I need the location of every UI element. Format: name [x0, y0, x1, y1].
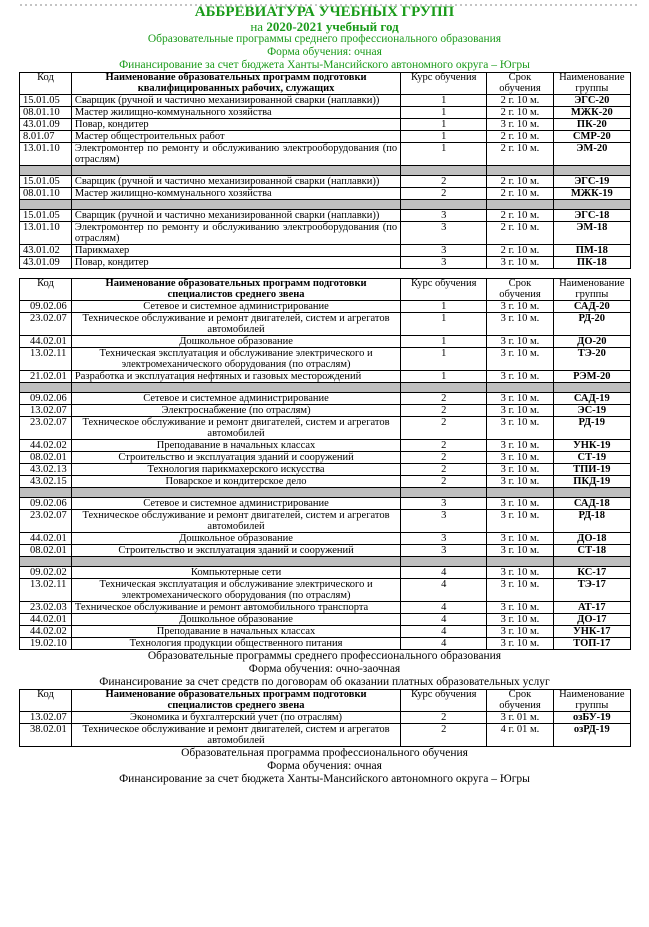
separator-cell	[71, 557, 400, 567]
table-row	[20, 417, 631, 440]
table-qualified-workers	[19, 72, 631, 269]
course-cell: 3	[401, 257, 487, 269]
program-type: Образовательные программы среднего профессионального образования	[147, 650, 502, 662]
separator-cell	[487, 557, 553, 567]
table-row	[20, 533, 631, 545]
table-row	[20, 131, 631, 143]
table-row	[20, 313, 631, 336]
group-name-cell: ЭГС-19	[553, 176, 630, 188]
program-name-cell: Сварщик (ручной и частично механизированной сварки (наплавки))	[71, 210, 400, 222]
table-row	[20, 188, 631, 200]
code-cell: 09.02.06	[20, 301, 72, 313]
code-cell: 19.02.10	[20, 638, 72, 650]
course-cell: 4	[401, 602, 487, 614]
separator-cell	[20, 557, 72, 567]
course-cell: 2	[401, 452, 487, 464]
group-name-cell: РД-20	[553, 313, 630, 336]
term-cell: 3 г. 10 м.	[487, 440, 553, 452]
table-row	[20, 567, 631, 579]
group-name-cell: ПК-18	[553, 257, 630, 269]
separator-cell	[487, 383, 553, 393]
code-cell: 08.02.01	[20, 452, 72, 464]
separator-row	[20, 488, 631, 498]
funding-source: Финансирование за счет бюджета Ханты-Мансийского автономного округа – Югры	[119, 59, 530, 71]
separator-cell	[71, 383, 400, 393]
group-name-cell: ЭС-19	[553, 405, 630, 417]
code-cell: 08.02.01	[20, 545, 72, 557]
course-cell: 4	[401, 579, 487, 602]
code-cell: 21.02.01	[20, 371, 72, 383]
table-row	[20, 210, 631, 222]
group-name-cell: МЖК-20	[553, 107, 630, 119]
program-name-cell: Мастер общестроительных работ	[71, 131, 400, 143]
program-name-cell: Техническая эксплуатация и обслуживание электрического и электромеханического оборудования (по отраслям)	[71, 348, 400, 371]
term-cell: 2 г. 10 м.	[487, 210, 553, 222]
course-cell: 4	[401, 626, 487, 638]
separator-row	[20, 383, 631, 393]
program-name-cell: Электромонтер по ремонту и обслуживанию электрооборудования (по отраслям)	[71, 222, 400, 245]
separator-cell	[401, 557, 487, 567]
term-cell: 3 г. 10 м.	[487, 602, 553, 614]
program-name-cell: Повар, кондитер	[71, 119, 400, 131]
header-course: Курс обучения	[401, 690, 487, 712]
course-cell: 1	[401, 371, 487, 383]
separator-cell	[553, 200, 630, 210]
group-name-cell: ДО-20	[553, 336, 630, 348]
group-name-cell: СТ-18	[553, 545, 630, 557]
course-cell: 2	[401, 417, 487, 440]
funding-source: Финансирование за счет бюджета Ханты-Мансийского автономного округа – Югры	[119, 773, 530, 785]
program-name-cell: Преподавание в начальных классах	[71, 440, 400, 452]
course-cell: 1	[401, 143, 487, 166]
code-cell: 8.01.07	[20, 131, 72, 143]
code-cell: 13.01.10	[20, 143, 72, 166]
group-name-cell: ПК-20	[553, 119, 630, 131]
table-row	[20, 301, 631, 313]
term-cell: 3 г. 10 м.	[487, 348, 553, 371]
table-row	[20, 602, 631, 614]
study-form: Форма обучения: очная	[267, 46, 382, 58]
term-cell: 3 г. 01 м.	[487, 712, 553, 724]
group-name-cell: РЭМ-20	[553, 371, 630, 383]
term-cell: 3 г. 10 м.	[487, 614, 553, 626]
program-type: Образовательные программы среднего профессионального образования	[147, 33, 502, 45]
code-cell: 09.02.06	[20, 393, 72, 405]
header-code: Код	[20, 73, 72, 95]
table-row	[20, 545, 631, 557]
program-name-cell: Строительство и эксплуатация зданий и сооружений	[71, 452, 400, 464]
code-cell: 13.02.11	[20, 348, 72, 371]
table-row	[20, 498, 631, 510]
group-name-cell: ТЭ-17	[553, 579, 630, 602]
table-row	[20, 464, 631, 476]
code-cell: 09.02.06	[20, 498, 72, 510]
header-term: Срок обучения	[487, 690, 553, 712]
study-form: Форма обучения: очно-заочная	[248, 663, 401, 675]
separator-cell	[553, 383, 630, 393]
course-cell: 3	[401, 510, 487, 533]
group-name-cell: ЭМ-20	[553, 143, 630, 166]
table-header-row	[20, 690, 631, 712]
course-cell: 4	[401, 638, 487, 650]
group-name-cell: ТОП-17	[553, 638, 630, 650]
program-name-cell: Повар, кондитер	[71, 257, 400, 269]
header-code: Код	[20, 279, 72, 301]
group-name-cell: ПКД-19	[553, 476, 630, 488]
table-row	[20, 579, 631, 602]
course-cell: 2	[401, 476, 487, 488]
header-term: Срок обучения	[487, 279, 553, 301]
program-name-cell: Поварское и кондитерское дело	[71, 476, 400, 488]
term-cell: 3 г. 10 м.	[487, 336, 553, 348]
table-row	[20, 712, 631, 724]
code-cell: 43.02.13	[20, 464, 72, 476]
separator-cell	[553, 166, 630, 176]
separator-cell	[487, 488, 553, 498]
course-cell: 3	[401, 545, 487, 557]
course-cell: 4	[401, 567, 487, 579]
term-cell: 3 г. 10 м.	[487, 567, 553, 579]
code-cell: 15.01.05	[20, 176, 72, 188]
separator-cell	[553, 557, 630, 567]
code-cell: 23.02.07	[20, 510, 72, 533]
table-row	[20, 348, 631, 371]
separator-cell	[20, 383, 72, 393]
separator-cell	[20, 488, 72, 498]
program-type: Образовательная программа профессионального обучения	[181, 747, 468, 759]
term-cell: 3 г. 10 м.	[487, 626, 553, 638]
separator-cell	[487, 166, 553, 176]
spacer	[0, 269, 649, 278]
table-row	[20, 222, 631, 245]
code-cell: 23.02.07	[20, 313, 72, 336]
course-cell: 1	[401, 336, 487, 348]
course-cell: 4	[401, 614, 487, 626]
table-row	[20, 440, 631, 452]
code-cell: 44.02.02	[20, 626, 72, 638]
term-cell: 3 г. 10 м.	[487, 257, 553, 269]
separator-cell	[71, 200, 400, 210]
group-name-cell: ЭГС-20	[553, 95, 630, 107]
program-name-cell: Сетевое и системное администрирование	[71, 498, 400, 510]
program-name-cell: Строительство и эксплуатация зданий и сооружений	[71, 545, 400, 557]
separator-cell	[401, 166, 487, 176]
program-name-cell: Сетевое и системное администрирование	[71, 301, 400, 313]
program-name-cell: Дошкольное образование	[71, 336, 400, 348]
program-name-cell: Техническое обслуживание и ремонт двигателей, систем и агрегатов автомобилей	[71, 510, 400, 533]
code-cell: 08.01.10	[20, 188, 72, 200]
code-cell: 09.02.02	[20, 567, 72, 579]
document-header	[0, 4, 649, 72]
table-row	[20, 95, 631, 107]
academic-year: на 2020-2021 учебный год	[250, 19, 399, 34]
table-body	[20, 712, 631, 747]
term-cell: 3 г. 10 м.	[487, 452, 553, 464]
group-name-cell: КС-17	[553, 567, 630, 579]
header-name: Наименование образовательных программ подготовки квалифицированных рабочих, служащих	[71, 73, 400, 95]
group-name-cell: ПМ-18	[553, 245, 630, 257]
term-cell: 3 г. 10 м.	[487, 545, 553, 557]
course-cell: 2	[401, 176, 487, 188]
program-name-cell: Техническое обслуживание и ремонт двигателей, систем и агрегатов автомобилей	[71, 417, 400, 440]
table-mid-level-specialists	[19, 278, 631, 650]
code-cell: 13.02.07	[20, 712, 72, 724]
course-cell: 2	[401, 464, 487, 476]
code-cell: 44.02.01	[20, 336, 72, 348]
separator-cell	[487, 200, 553, 210]
table-row	[20, 452, 631, 464]
program-name-cell: Разработка и эксплуатация нефтяных и газовых месторождений	[71, 371, 400, 383]
program-name-cell: Технология парикмахерского искусства	[71, 464, 400, 476]
table-row	[20, 245, 631, 257]
term-cell: 2 г. 10 м.	[487, 107, 553, 119]
course-cell: 1	[401, 313, 487, 336]
group-name-cell: САД-18	[553, 498, 630, 510]
document-title: АББРЕВИАТУРА УЧЕБНЫХ ГРУПП	[194, 4, 455, 20]
group-name-cell: ТЭ-20	[553, 348, 630, 371]
term-cell: 3 г. 10 м.	[487, 498, 553, 510]
course-cell: 1	[401, 131, 487, 143]
term-cell: 3 г. 10 м.	[487, 405, 553, 417]
term-cell: 3 г. 10 м.	[487, 393, 553, 405]
program-name-cell: Мастер жилищно-коммунального хозяйства	[71, 107, 400, 119]
term-cell: 3 г. 10 м.	[487, 119, 553, 131]
code-cell: 43.02.15	[20, 476, 72, 488]
separator-cell	[20, 200, 72, 210]
code-cell: 38.02.01	[20, 724, 72, 747]
course-cell: 3	[401, 533, 487, 545]
header-code: Код	[20, 690, 72, 712]
program-name-cell: Парикмахер	[71, 245, 400, 257]
header-course: Курс обучения	[401, 73, 487, 95]
term-cell: 3 г. 10 м.	[487, 476, 553, 488]
table-body	[20, 95, 631, 269]
separator-cell	[401, 200, 487, 210]
program-name-cell: Компьютерные сети	[71, 567, 400, 579]
course-cell: 2	[401, 393, 487, 405]
code-cell: 43.01.09	[20, 119, 72, 131]
group-name-cell: ДО-18	[553, 533, 630, 545]
program-name-cell: Техническое обслуживание и ремонт автомобильного транспорта	[71, 602, 400, 614]
course-cell: 2	[401, 712, 487, 724]
separator-cell	[553, 488, 630, 498]
term-cell: 3 г. 10 м.	[487, 510, 553, 533]
program-name-cell: Техническое обслуживание и ремонт двигателей, систем и агрегатов автомобилей	[71, 724, 400, 747]
table-row	[20, 626, 631, 638]
header-group: Наименование группы	[553, 690, 630, 712]
group-name-cell: МЖК-19	[553, 188, 630, 200]
group-name-cell: УНК-17	[553, 626, 630, 638]
program-name-cell: Преподавание в начальных классах	[71, 626, 400, 638]
group-name-cell: РД-19	[553, 417, 630, 440]
section-vocational	[0, 747, 649, 786]
group-name-cell: озРД-19	[553, 724, 630, 747]
separator-row	[20, 200, 631, 210]
table-row	[20, 371, 631, 383]
program-name-cell: Электромонтер по ремонту и обслуживанию электрооборудования (по отраслям)	[71, 143, 400, 166]
table-header-row	[20, 73, 631, 95]
code-cell: 44.02.02	[20, 440, 72, 452]
course-cell: 1	[401, 107, 487, 119]
course-cell: 2	[401, 440, 487, 452]
group-name-cell: СМР-20	[553, 131, 630, 143]
code-cell: 44.02.01	[20, 533, 72, 545]
group-name-cell: РД-18	[553, 510, 630, 533]
course-cell: 2	[401, 724, 487, 747]
course-cell: 2	[401, 405, 487, 417]
course-cell: 1	[401, 95, 487, 107]
table-body	[20, 301, 631, 650]
term-cell: 2 г. 10 м.	[487, 222, 553, 245]
table-row	[20, 476, 631, 488]
section-part-time	[0, 650, 649, 689]
group-name-cell: САД-19	[553, 393, 630, 405]
program-name-cell: Дошкольное образование	[71, 533, 400, 545]
course-cell: 1	[401, 119, 487, 131]
table-row	[20, 638, 631, 650]
term-cell: 3 г. 10 м.	[487, 638, 553, 650]
group-name-cell: АТ-17	[553, 602, 630, 614]
header-group: Наименование группы	[553, 73, 630, 95]
course-cell: 1	[401, 301, 487, 313]
term-cell: 3 г. 10 м.	[487, 371, 553, 383]
table-header-row	[20, 279, 631, 301]
table-row	[20, 405, 631, 417]
study-form: Форма обучения: очная	[267, 760, 382, 772]
term-cell: 3 г. 10 м.	[487, 301, 553, 313]
header-course: Курс обучения	[401, 279, 487, 301]
group-name-cell: УНК-19	[553, 440, 630, 452]
code-cell: 13.02.11	[20, 579, 72, 602]
code-cell: 15.01.05	[20, 95, 72, 107]
term-cell: 3 г. 10 м.	[487, 313, 553, 336]
code-cell: 23.02.07	[20, 417, 72, 440]
group-name-cell: САД-20	[553, 301, 630, 313]
funding-source: Финансирование за счет средств по договорам об оказании платных образовательных услуг	[99, 676, 550, 688]
group-name-cell: ДО-17	[553, 614, 630, 626]
program-name-cell: Дошкольное образование	[71, 614, 400, 626]
table-row	[20, 176, 631, 188]
code-cell: 15.01.05	[20, 210, 72, 222]
table-row	[20, 393, 631, 405]
term-cell: 3 г. 10 м.	[487, 417, 553, 440]
course-cell: 3	[401, 245, 487, 257]
term-cell: 2 г. 10 м.	[487, 95, 553, 107]
table-row	[20, 724, 631, 747]
table-row	[20, 614, 631, 626]
header-group: Наименование группы	[553, 279, 630, 301]
term-cell: 3 г. 10 м.	[487, 464, 553, 476]
separator-row	[20, 166, 631, 176]
course-cell: 3	[401, 222, 487, 245]
course-cell: 3	[401, 498, 487, 510]
program-name-cell: Мастер жилищно-коммунального хозяйства	[71, 188, 400, 200]
term-cell: 4 г. 01 м.	[487, 724, 553, 747]
code-cell: 43.01.09	[20, 257, 72, 269]
header-name: Наименование образовательных программ подготовки специалистов среднего звена	[71, 690, 400, 712]
program-name-cell: Сварщик (ручной и частично механизированной сварки (наплавки))	[71, 95, 400, 107]
table-row	[20, 119, 631, 131]
code-cell: 13.01.10	[20, 222, 72, 245]
header-name: Наименование образовательных программ подготовки специалистов среднего звена	[71, 279, 400, 301]
group-name-cell: ЭМ-18	[553, 222, 630, 245]
program-name-cell: Сварщик (ручной и частично механизированной сварки (наплавки))	[71, 176, 400, 188]
program-name-cell: Техническая эксплуатация и обслуживание электрического и электромеханического оборудования (по отраслям)	[71, 579, 400, 602]
term-cell: 2 г. 10 м.	[487, 176, 553, 188]
group-name-cell: ЭГС-18	[553, 210, 630, 222]
table-row	[20, 336, 631, 348]
program-name-cell: Экономика и бухгалтерский учет (по отраслям)	[71, 712, 400, 724]
table-part-time	[19, 689, 631, 747]
program-name-cell: Сетевое и системное администрирование	[71, 393, 400, 405]
course-cell: 3	[401, 210, 487, 222]
table-row	[20, 143, 631, 166]
code-cell: 08.01.10	[20, 107, 72, 119]
code-cell: 13.02.07	[20, 405, 72, 417]
term-cell: 2 г. 10 м.	[487, 188, 553, 200]
code-cell: 44.02.01	[20, 614, 72, 626]
term-cell: 2 г. 10 м.	[487, 131, 553, 143]
group-name-cell: ТПИ-19	[553, 464, 630, 476]
term-cell: 3 г. 10 м.	[487, 579, 553, 602]
separator-cell	[71, 488, 400, 498]
program-name-cell: Технология продукции общественного питания	[71, 638, 400, 650]
header-term: Срок обучения	[487, 73, 553, 95]
separator-row	[20, 557, 631, 567]
code-cell: 43.01.02	[20, 245, 72, 257]
group-name-cell: СТ-19	[553, 452, 630, 464]
table-row	[20, 257, 631, 269]
code-cell: 23.02.03	[20, 602, 72, 614]
separator-cell	[20, 166, 72, 176]
group-name-cell: озБУ-19	[553, 712, 630, 724]
table-row	[20, 107, 631, 119]
top-rule	[20, 4, 640, 7]
separator-cell	[71, 166, 400, 176]
course-cell: 1	[401, 348, 487, 371]
term-cell: 3 г. 10 м.	[487, 533, 553, 545]
course-cell: 2	[401, 188, 487, 200]
program-name-cell: Техническое обслуживание и ремонт двигателей, систем и агрегатов автомобилей	[71, 313, 400, 336]
program-name-cell: Электроснабжение (по отраслям)	[71, 405, 400, 417]
separator-cell	[401, 488, 487, 498]
table-row	[20, 510, 631, 533]
separator-cell	[401, 383, 487, 393]
term-cell: 2 г. 10 м.	[487, 245, 553, 257]
term-cell: 2 г. 10 м.	[487, 143, 553, 166]
